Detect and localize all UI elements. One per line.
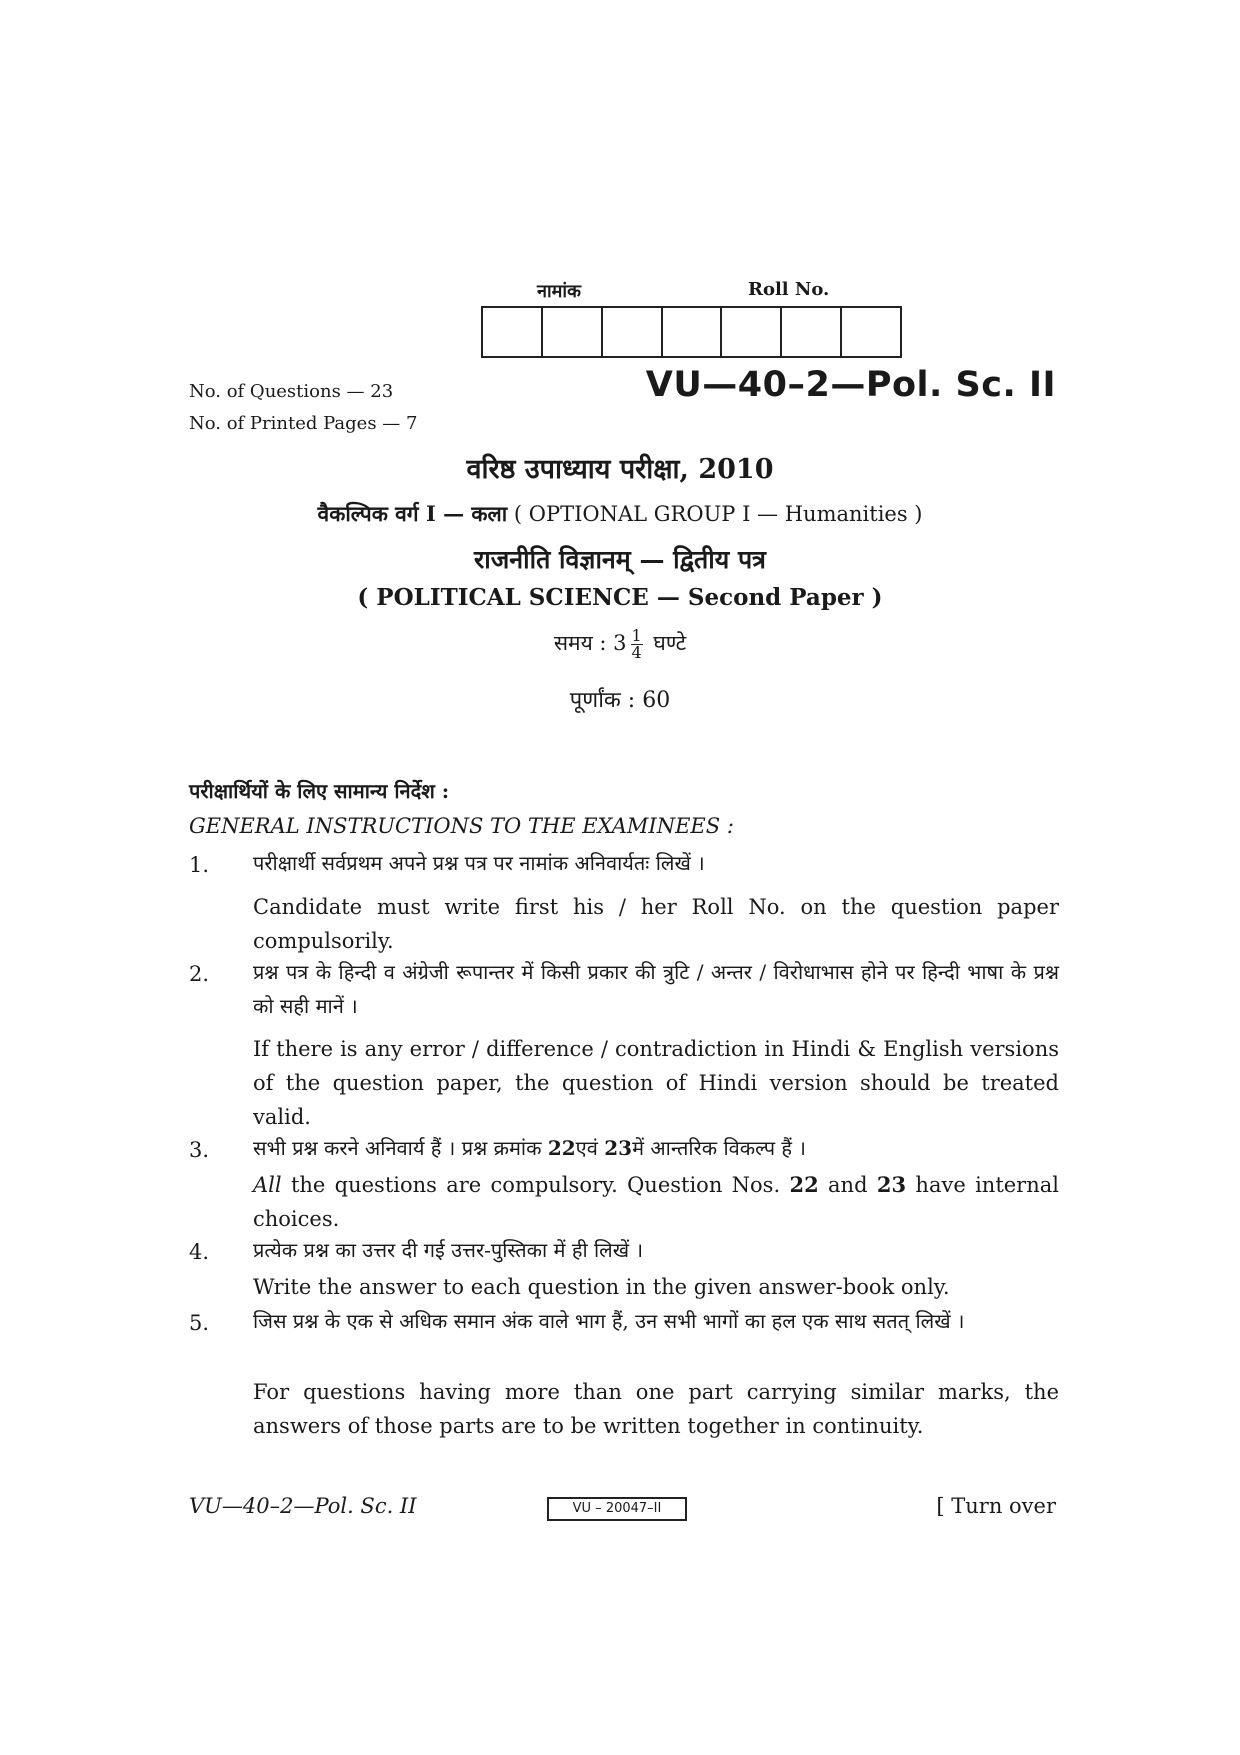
instructions-heading-hindi: परीक्षार्थियों के लिए सामान्य निर्देश :: [189, 779, 450, 803]
instruction-2-english: If there is any error / difference / contradiction in Hindi & English versions of the question paper, the question of Hindi version should be treated valid.: [253, 1037, 1059, 1129]
exam-title: वरिष्ठ उपाध्याय परीक्षा, 2010: [466, 454, 774, 485]
num-questions: No. of Questions — 23: [189, 381, 394, 402]
instruction-number: 4.: [189, 1240, 210, 1264]
roll-digit-box[interactable]: [842, 308, 900, 356]
full-marks: पूर्णांक : 60: [569, 688, 671, 713]
roll-digit-box[interactable]: [603, 308, 663, 356]
footer-serial-code: VU – 20047–II: [547, 1497, 687, 1521]
time-suffix: घण्टे: [653, 631, 687, 655]
instruction-4-english: Write the answer to each question in the given answer-book only.: [253, 1275, 950, 1299]
roll-digit-box[interactable]: [543, 308, 603, 356]
instruction-number: 1.: [189, 853, 210, 877]
roll-number-boxes[interactable]: [481, 306, 902, 358]
instr3-hi-c: एवं: [575, 1136, 598, 1160]
optional-group: [0, 500, 1240, 528]
roll-digit-box[interactable]: [663, 308, 723, 356]
group-english: ( OPTIONAL GROUP I — Humanities ): [513, 502, 923, 526]
instruction-3-hindi: [253, 1131, 1059, 1165]
instr3-hi-e: में आन्तरिक विकल्प हैं ।: [632, 1136, 806, 1160]
roll-digit-box[interactable]: [782, 308, 842, 356]
instr3-en-c: 22: [789, 1172, 819, 1197]
instr3-en-e: 23: [876, 1172, 907, 1197]
instr3-hi-a: सभी प्रश्न करने अनिवार्य हैं । प्रश्न क्रमांक: [253, 1136, 542, 1160]
instruction-5-hindi: जिस प्रश्न के एक से अधिक समान अंक वाले भाग हैं, उन सभी भागों का हल एक साथ सतत् लिखें ।: [253, 1309, 965, 1333]
instr3-en-f: have internal choices.: [253, 1173, 1059, 1231]
paper-code: VU—40–2—Pol. Sc. II: [645, 365, 1056, 405]
subject-english: ( POLITICAL SCIENCE — Second Paper ): [357, 584, 883, 611]
instruction-1-hindi: परीक्षार्थी सर्वप्रथम अपने प्रश्न पत्र पर नामांक अनिवार्यतः लिखें ।: [253, 851, 705, 875]
turn-over-note: [ Turn over: [936, 1494, 1056, 1518]
num-pages: No. of Printed Pages — 7: [189, 413, 418, 434]
roll-digit-box[interactable]: [483, 308, 543, 356]
subject-hindi: राजनीति विज्ञानम् — द्वितीय पत्र: [474, 545, 766, 574]
fraction-denominator: 4: [631, 643, 642, 662]
instruction-2-hindi: प्रश्न पत्र के हिन्दी व अंग्रेजी रूपान्तर में किसी प्रकार की त्रुटि / अन्तर / विरोधाभास होने पर हिन्दी भाषा के प्रश्न को सही मानें ।: [253, 960, 1059, 1018]
footer-paper-code: VU—40–2—Pol. Sc. II: [189, 1494, 417, 1518]
fraction-numerator: 1: [631, 626, 642, 645]
instruction-3-english: [253, 1168, 1059, 1236]
instr3-en-a: All: [253, 1173, 282, 1197]
instr3-hi-b: 22: [547, 1136, 576, 1160]
time-fraction: [631, 628, 643, 661]
roll-label-english: Roll No.: [748, 279, 830, 300]
instruction-number: 5.: [189, 1311, 210, 1335]
time-prefix: समय : 3: [553, 631, 627, 655]
instr3-en-b: the questions are compulsory. Question Nos.: [290, 1173, 781, 1197]
instr3-en-d: and: [828, 1173, 868, 1197]
instructions-heading-english: GENERAL INSTRUCTIONS TO THE EXAMINEES :: [189, 814, 734, 838]
group-hindi: वैकल्पिक वर्ग I — कला: [317, 501, 508, 526]
time-allowed: [0, 628, 1240, 661]
instruction-5-english: For questions having more than one part carrying similar marks, the answers of those parts are to be written together in continuity.: [253, 1380, 1059, 1438]
instruction-4-hindi: प्रत्येक प्रश्न का उत्तर दी गई उत्तर-पुस्तिका में ही लिखें ।: [253, 1238, 644, 1262]
instruction-number: 2.: [189, 962, 210, 986]
instr3-hi-d: 23: [604, 1136, 633, 1160]
roll-digit-box[interactable]: [722, 308, 782, 356]
instruction-number: 3.: [189, 1138, 210, 1162]
roll-label-hindi: नामांक: [537, 281, 581, 302]
instruction-1-english: Candidate must write first his / her Roll No. on the question paper compulsorily.: [253, 895, 1059, 953]
